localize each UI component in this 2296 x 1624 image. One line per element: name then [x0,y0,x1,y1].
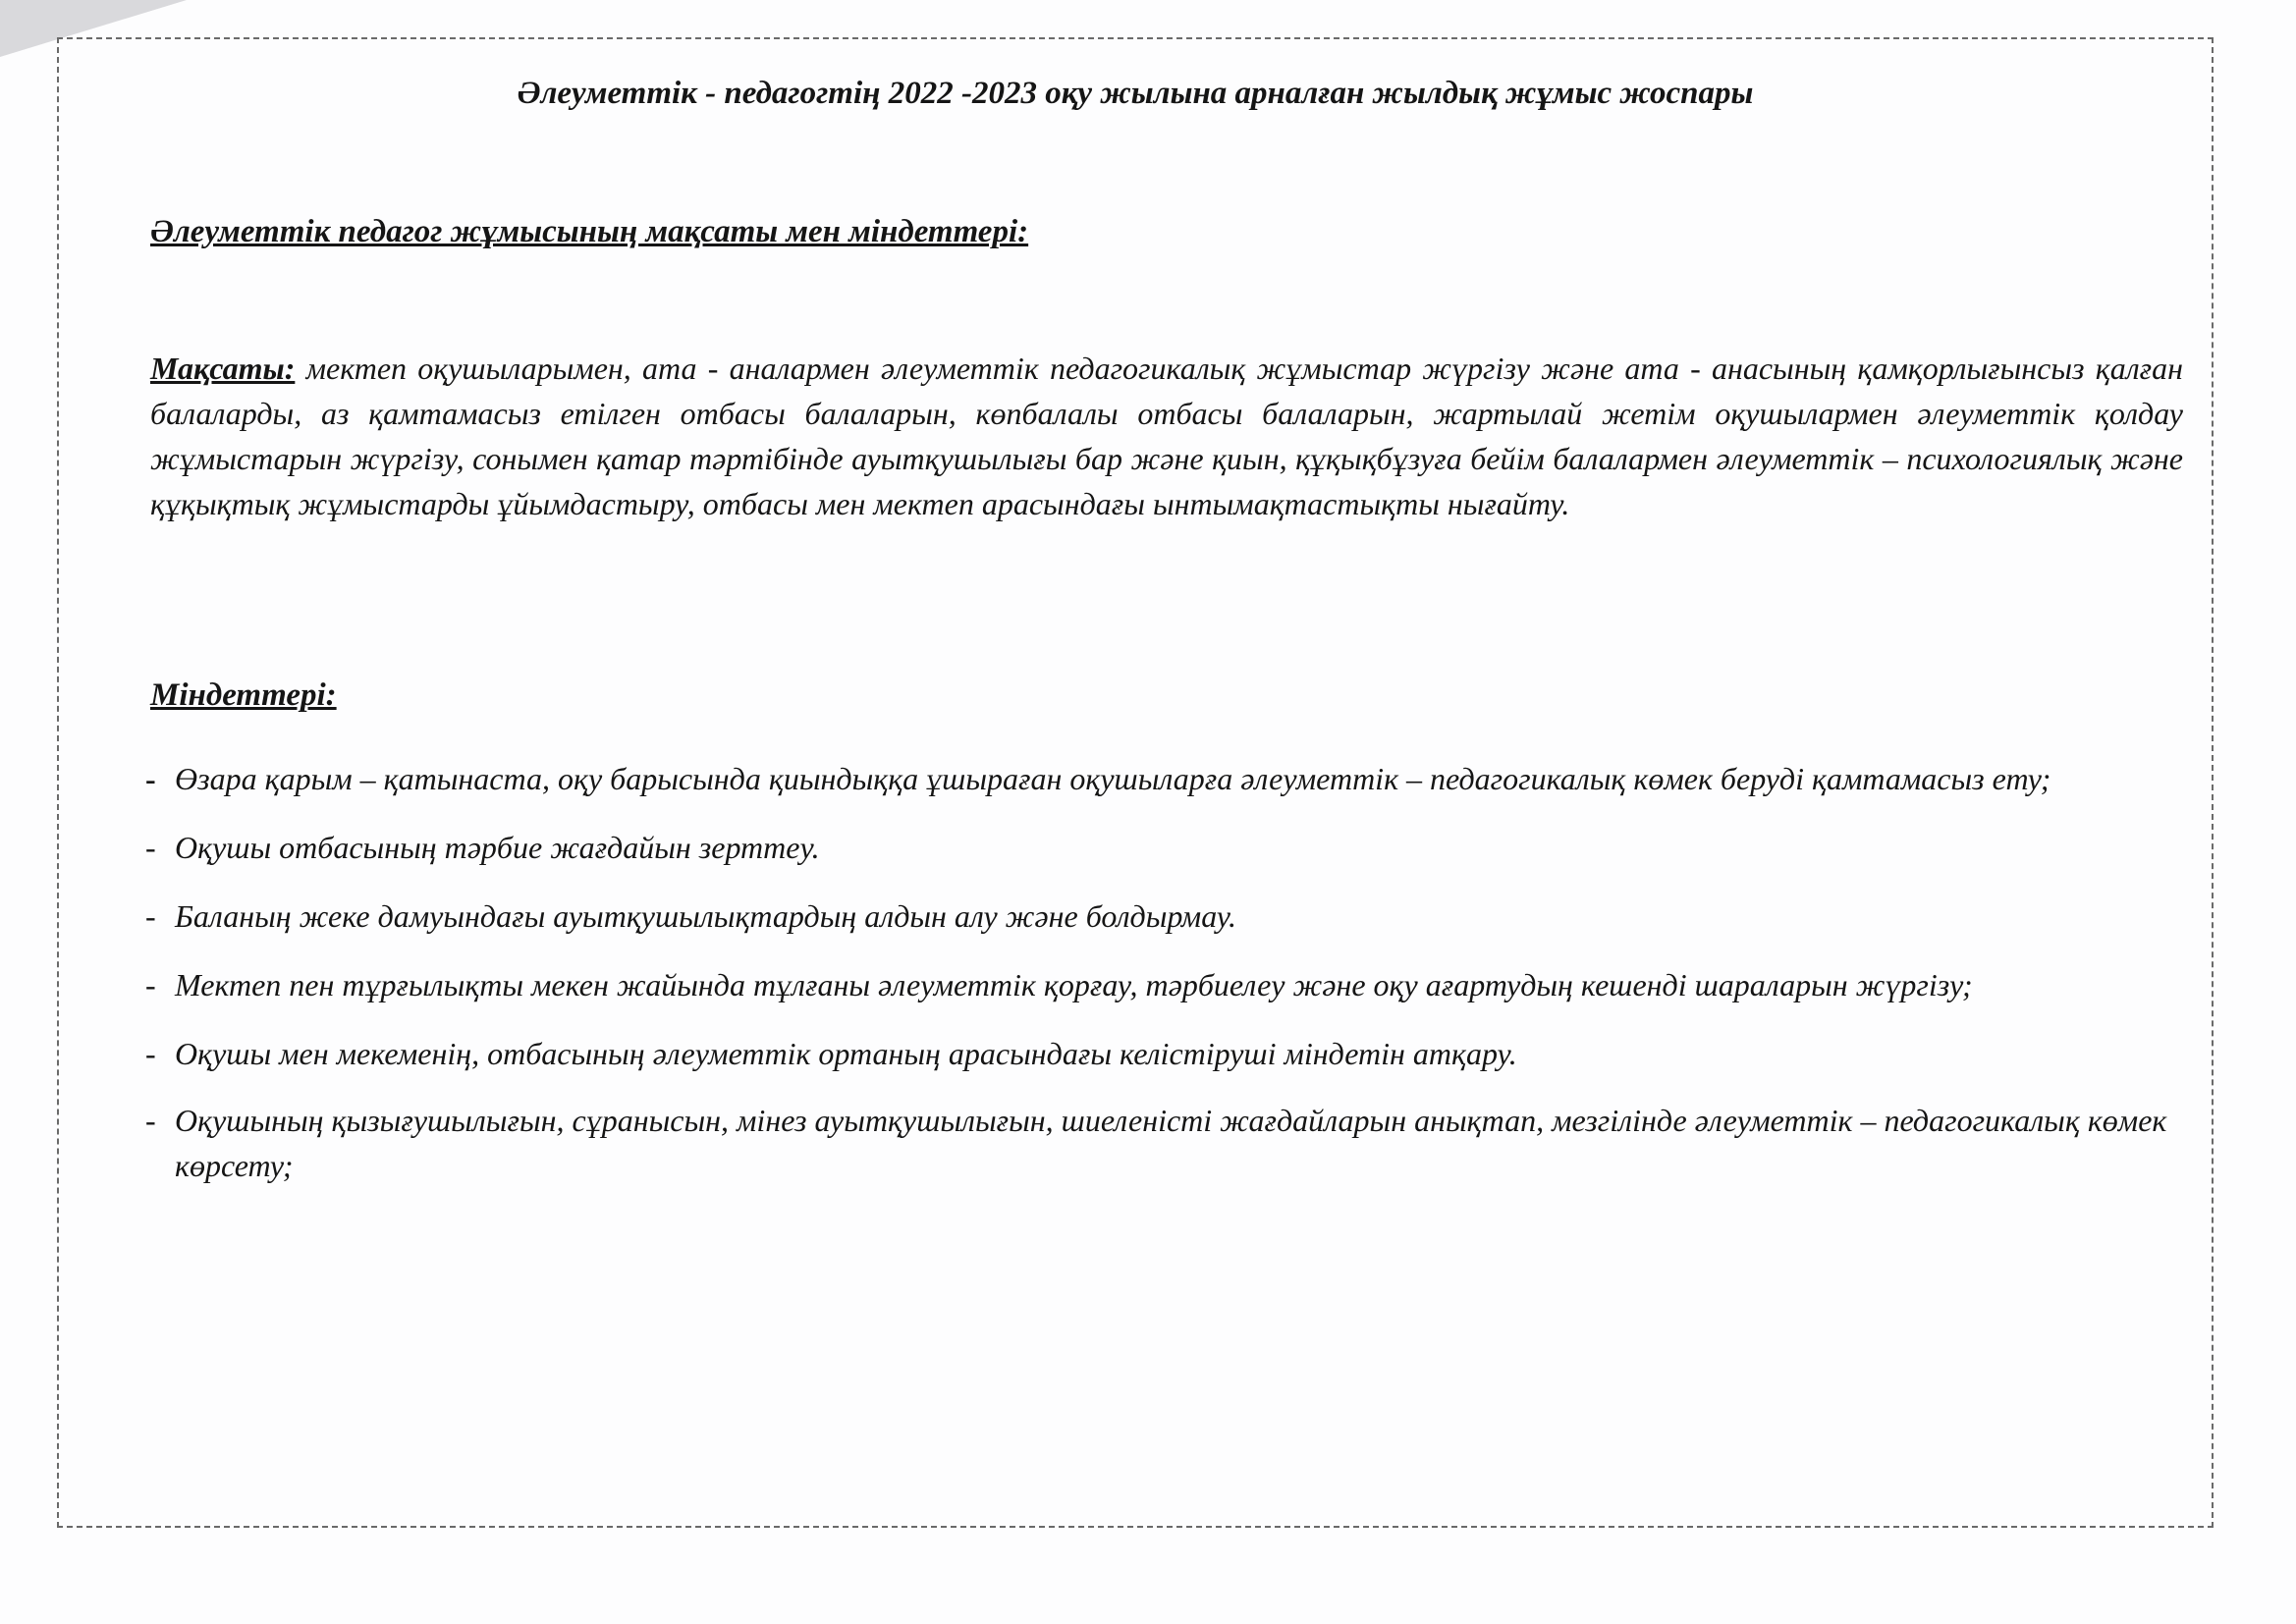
task-text: Оқушының қызығушылығын, сұранысын, мінез ауытқушылығын, шиеленісті жағдайларын анықтап, мезгілінде әлеуметтік – педагогикалық көмек көрсету; [175,1103,2167,1183]
task-dash: - [145,1036,156,1071]
document-title: Әлеуметтік - педагогтің 2022 -2023 оқу жылына арналған жылдық жұмыс жоспары [517,76,1754,111]
task-text: Өзара қарым – қатынаста, оқу барысында қиындыққа ұшыраған оқушыларға әлеуметтік – педагогикалық көмек беруді қамтамасыз ету; [175,761,2051,796]
goal-label: Мақсаты: [150,351,296,386]
task-item [145,882,2188,950]
task-item [145,813,2188,882]
aims-heading: Әлеуметтік педагог жұмысының мақсаты мен міндеттері: [150,214,1029,249]
goal-text: мектеп оқушыларымен, ата - аналармен әлеуметтік педагогикалық жұмыстар жүргізу және ата - анасының қамқорлығынсыз қалған балаларды, аз қамтамасыз етілген отбасы балаларын, көпбалалы отбасы балаларын, жартылай жетім оқушылармен әлеуметтік қолдау жұмыстарын жүргізу, сонымен қатар тәртібінде ауытқушылығы бар және қиын, құқықбұзуға бейім балалармен әлеуметтік – психологиялық және құқықтық жұмыстарды ұйымдастыру, отбасы мен мектеп арасындағы ынтымақтастықты нығайту. [150,351,2184,521]
task-item [145,950,2188,1019]
task-dash: - [145,830,156,865]
task-list [145,744,2188,1188]
task-item [145,744,2188,813]
task-dash: - [145,898,156,934]
task-dash: - [145,1103,156,1138]
task-dash: - [145,967,156,1002]
task-item [145,1019,2188,1088]
task-text: Мектеп пен тұрғылықты мекен жайында тұлғаны әлеуметтік қорғау, тәрбиелеу және оқу ағартудың кешенді шараларын жүргізу; [175,967,1973,1002]
task-item [145,1098,2188,1188]
tasks-heading: Міндеттері: [150,677,337,713]
task-text: Баланың жеке дамуындағы ауытқушылықтардың алдын алу және болдырмау. [175,898,1236,934]
task-text: Оқушы отбасының тәрбие жағдайын зерттеу. [175,830,820,865]
task-dash: - [145,761,156,796]
task-text: Оқушы мен мекеменің, отбасының әлеуметтік ортаның арасындағы келістіруші міндетін атқару. [175,1036,1517,1071]
goal-paragraph [150,346,2183,526]
